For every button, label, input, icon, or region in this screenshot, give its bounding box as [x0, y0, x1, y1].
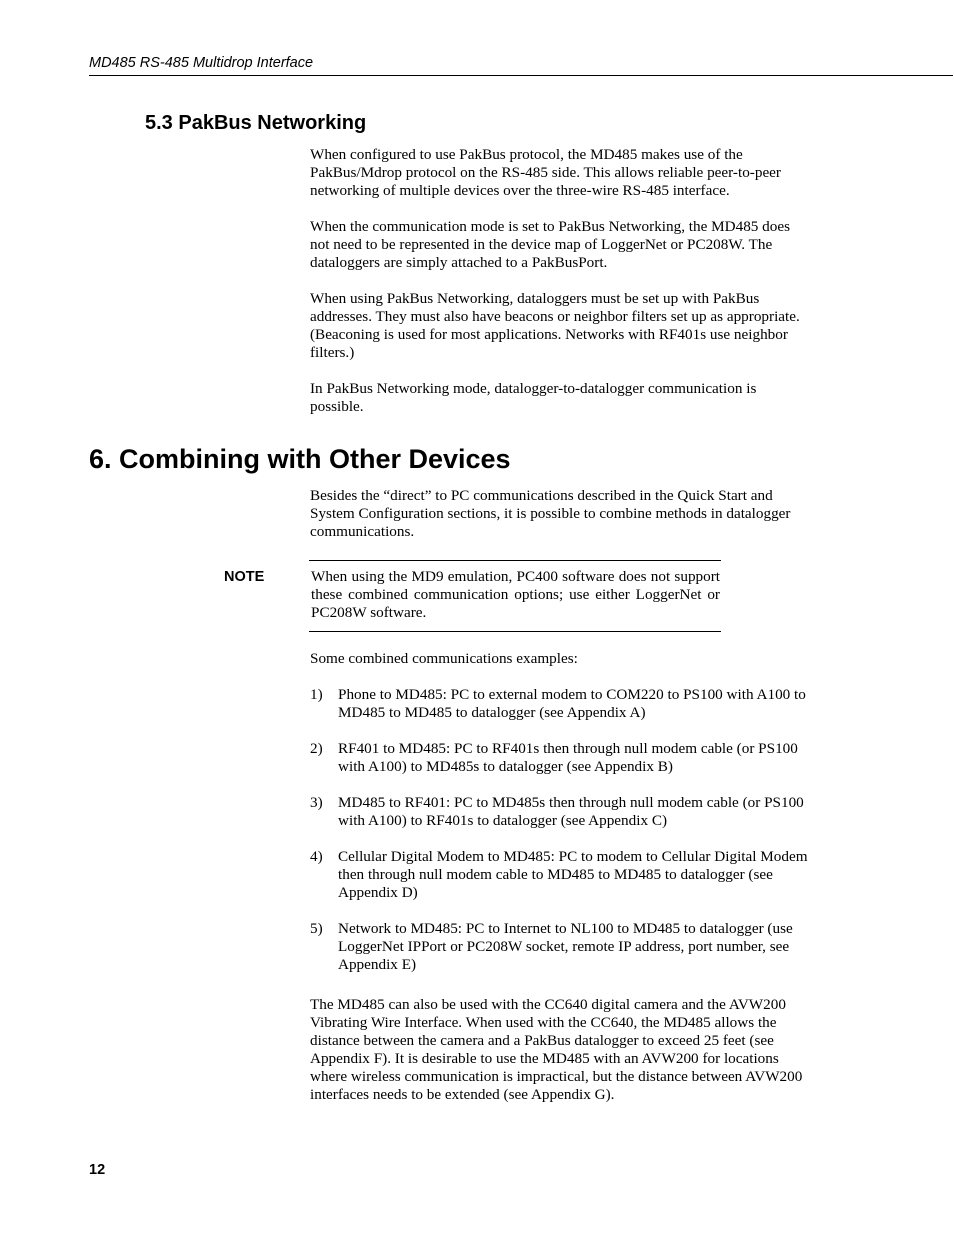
section-heading-pakbus-networking: 5.3 PakBus Networking	[145, 112, 367, 134]
list-item	[310, 740, 820, 776]
paragraph: In PakBus Networking mode, datalogger-to-datalogger communication is possible.	[310, 380, 757, 415]
note-bottom-rule	[309, 631, 721, 632]
paragraph: The MD485 can also be used with the CC640 digital camera and the AVW200 Vibrating Wire Interface. When used with the CC640, the MD485 allows the distance between the camera and a PakBus datalogger to exceed 25 feet (see Appendix F). It is desirable to use the MD485 with an AVW200 for locations where wireless communication is impractical, but the distance between AVW200 interfaces needs to be extended (see Appendix G).	[310, 996, 803, 1103]
running-header: MD485 RS-485 Multidrop Interface	[89, 55, 314, 71]
list-number: 1)	[310, 686, 323, 703]
list-item	[310, 920, 820, 974]
list-item	[310, 794, 820, 830]
chapter-heading-combining-devices: 6. Combining with Other Devices	[89, 444, 511, 474]
paragraph: When using PakBus Networking, dataloggers must be set up with PakBus addresses. They must also have beacons or neighbor filters set up as appropriate. (Beaconing is used for most applications. Networks with RF401s use neighbor filters.)	[310, 290, 800, 361]
list-number: 5)	[310, 920, 323, 937]
list-text: MD485 to RF401: PC to MD485s then through null modem cable (or PS100 with A100) to RF401s to datalogger (see Appendix C)	[338, 794, 804, 829]
note-text: When using the MD9 emulation, PC400 software does not support these combined communication options; use either LoggerNet or PC208W software.	[311, 568, 720, 621]
note-top-rule	[309, 560, 721, 561]
list-text: Phone to MD485: PC to external modem to COM220 to PS100 with A100 to MD485 to MD485 to datalogger (see Appendix A)	[338, 686, 806, 721]
list-text: RF401 to MD485: PC to RF401s then through null modem cable (or PS100 with A100) to MD485s to datalogger (see Appendix B)	[338, 740, 798, 775]
section-6-closing	[310, 996, 808, 1122]
note-label: NOTE	[224, 569, 265, 585]
list-text: Cellular Digital Modem to MD485: PC to modem to Cellular Digital Modem then through null modem cable to MD485 to MD485 to datalogger (see Appendix D)	[338, 848, 808, 901]
header-rule	[89, 75, 953, 76]
paragraph: Besides the “direct” to PC communications described in the Quick Start and System Configuration sections, it is possible to combine methods in datalogger communications.	[310, 487, 791, 540]
list-item	[310, 686, 820, 722]
list-text: Network to MD485: PC to Internet to NL100 to MD485 to datalogger (use LoggerNet IPPort or PC208W socket, remote IP address, port number, see Appendix E)	[338, 920, 793, 973]
list-number: 4)	[310, 848, 323, 865]
page-number: 12	[89, 1162, 106, 1178]
paragraph: When configured to use PakBus protocol, the MD485 makes use of the PakBus/Mdrop protocol on the RS-485 side. This allows reliable peer-to-peer networking of multiple devices over the three-wire RS-485 interface.	[310, 146, 781, 199]
list-number: 2)	[310, 740, 323, 757]
list-number: 3)	[310, 794, 323, 811]
section-5-3-body	[310, 146, 808, 434]
examples-list	[310, 686, 820, 992]
examples-intro: Some combined communications examples:	[310, 650, 578, 667]
list-item	[310, 848, 820, 902]
section-6-intro	[310, 487, 810, 559]
paragraph: When the communication mode is set to PakBus Networking, the MD485 does not need to be represented in the device map of LoggerNet or PC208W. The dataloggers are simply attached to a PakBusPort.	[310, 218, 791, 271]
